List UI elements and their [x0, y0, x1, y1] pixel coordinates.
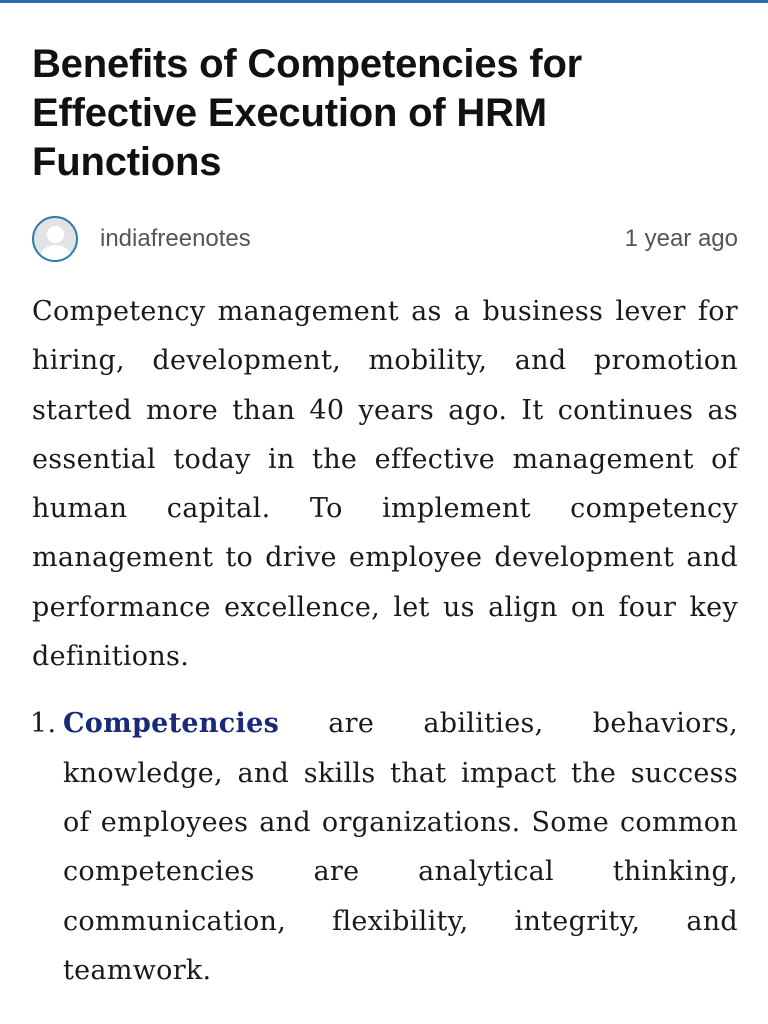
top-accent-bar: [0, 0, 768, 3]
user-avatar-icon[interactable]: [32, 216, 78, 262]
article: [32, 40, 738, 995]
article-title: Benefits of Competencies for Effective Execution of HRM Functions: [32, 42, 583, 184]
author-name[interactable]: indiafreenotes: [100, 225, 251, 252]
definitions-list: [32, 699, 738, 995]
avatar-shoulders-shape: [40, 245, 71, 262]
definition-item: [32, 699, 738, 995]
published-time: 1 year ago: [624, 225, 738, 252]
intro-paragraph: Competency management as a business lever for hiring, development, mobility, and promotion started more than 40 years ago. It continues as essential today in the effective management of human capital. To implement competency management to drive employee development and performance excellence, let us align on four key definitions.: [32, 296, 738, 673]
author-block[interactable]: [32, 216, 251, 262]
definition-number: 1.: [30, 708, 57, 740]
article-meta: [32, 215, 738, 263]
definition-term-link[interactable]: Competencies: [63, 708, 280, 740]
avatar-head-shape: [47, 226, 64, 243]
definition-text: are abilities, behaviors, knowledge, and skills that impact the success of employees and organizations. Some common competencies are analytical thinking, communication, flexibility, integrity, and teamwork.: [63, 708, 738, 986]
